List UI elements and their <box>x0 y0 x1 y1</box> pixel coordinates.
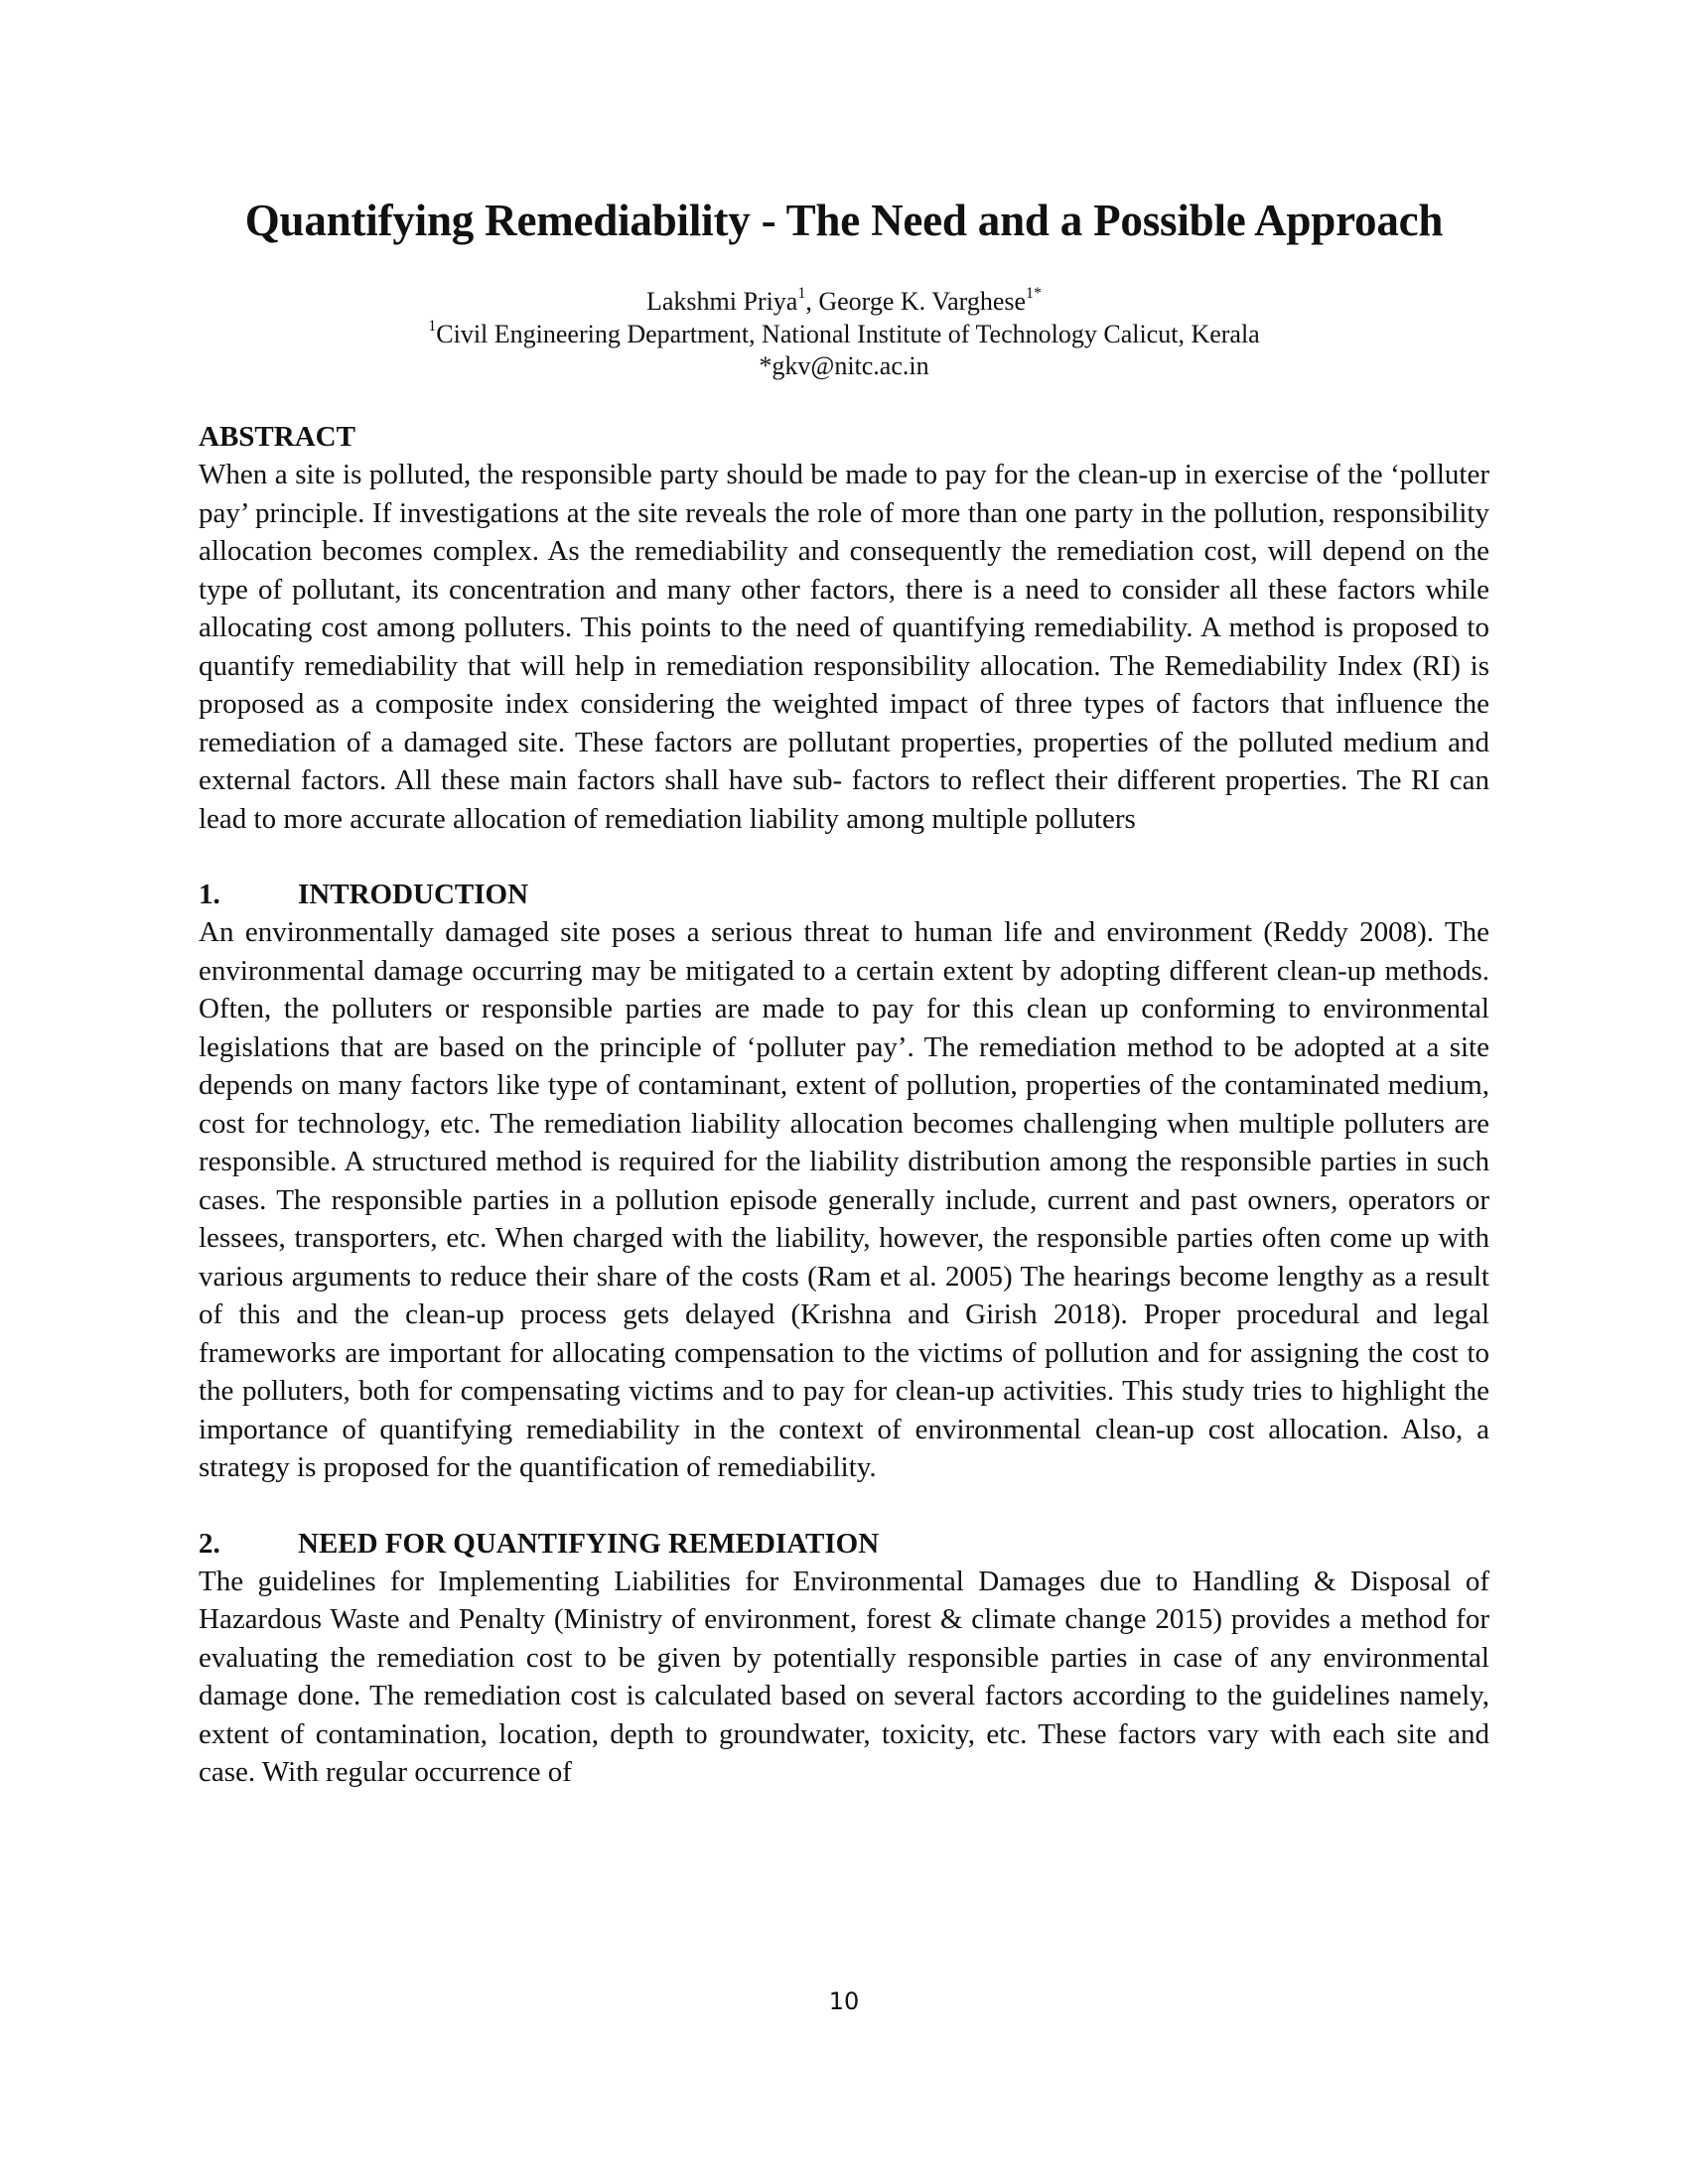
affiliation-superscript: 1 <box>428 318 437 336</box>
abstract-heading: ABSTRACT <box>199 421 355 453</box>
author-name: George K. Varghese <box>818 287 1027 316</box>
author-superscript: 1* <box>1026 285 1043 303</box>
section-heading <box>199 1525 1489 1563</box>
affiliation-text: Civil Engineering Department, National Institute of Technology Calicut, Kerala <box>436 320 1260 348</box>
affiliation <box>199 319 1489 350</box>
section-number: 1. <box>199 879 220 910</box>
section-title: NEED FOR QUANTIFYING REMEDIATION <box>298 1527 880 1560</box>
section-title: INTRODUCTION <box>298 879 529 910</box>
section-heading <box>199 876 1489 913</box>
corresponding-email: *gkv@nitc.ac.in <box>759 351 929 380</box>
paper-page <box>199 194 1489 1792</box>
section-2-text: The guidelines for Implementing Liabilities for Environmental Damages due to Handling & Disposal of Hazardous Waste and Penalty (Ministry of environment, forest & climate change 2015) provides a method for evaluating the remediation cost to be given by potentially responsible parties in case of any environmental damage done. The remediation cost is calculated based on several factors according to the guidelines namely, extent of contamination, location, depth to groundwater, toxicity, etc. These factors vary with each site and case. With regular occurrence of <box>199 1565 1489 1788</box>
author-separator: , <box>805 287 819 316</box>
page-number: 10 <box>828 1987 860 2015</box>
paper-title: Quantifying Remediability - The Need and a Possible Approach <box>244 196 1444 245</box>
section-number: 2. <box>199 1527 220 1560</box>
author-line <box>199 285 1489 319</box>
abstract-text: When a site is polluted, the responsible party should be made to pay for the clean-up in exercise of the ‘polluter pay’ principle. If investigations at the site reveals the role of more than one party in the pollution, responsibility allocation becomes complex. As the remediability and consequently the remediation cost, will depend on the type of pollutant, its concentration and many other factors, there is a need to consider all these factors while allocating cost among polluters. This points to the need of quantifying remediability. A method is proposed to quantify remediability that will help in remediation responsibility allocation. The Remediability Index (RI) is proposed as a composite index considering the weighted impact of three types of factors that influence the remediation of a damaged site. These factors are pollutant properties, properties of the polluted medium and external factors. All these main factors shall have sub- factors to reflect their different properties. The RI can lead to more accurate allocation of remediation liability among multiple polluters <box>199 459 1489 835</box>
author-name: Lakshmi Priya <box>645 287 798 316</box>
introduction-text: An environmentally damaged site poses a serious threat to human life and environment (Reddy 2008). The environmental damage occurring may be mitigated to a certain extent by adopting different clean-up methods. Often, the polluters or responsible parties are made to pay for this clean up conforming to environmental legislations that are based on the principle of ‘polluter pay’. The remediation method to be adopted at a site depends on many factors like type of contaminant, extent of pollution, properties of the contaminated medium, cost for technology, etc. The remediation liability allocation becomes challenging when multiple polluters are responsible. A structured method is required for the liability distribution among the responsible parties in such cases. The responsible parties in a pollution episode generally include, current and past owners, operators or lessees, transporters, etc. When charged with the liability, however, the responsible parties often come up with various arguments to reduce their share of the costs (Ram et al. 2005) The hearings become lengthy as a result of this and the clean-up process gets delayed (Krishna and Girish 2018). Proper procedural and legal frameworks are important for allocating compensation to the victims of pollution and for assigning the cost to the polluters, both for compensating victims and to pay for clean-up activities. This study tries to highlight the importance of quantifying remediability in the context of environmental clean-up cost allocation. Also, a strategy is proposed for the quantification of remediability. <box>199 916 1489 1483</box>
author-superscript: 1 <box>797 285 806 303</box>
